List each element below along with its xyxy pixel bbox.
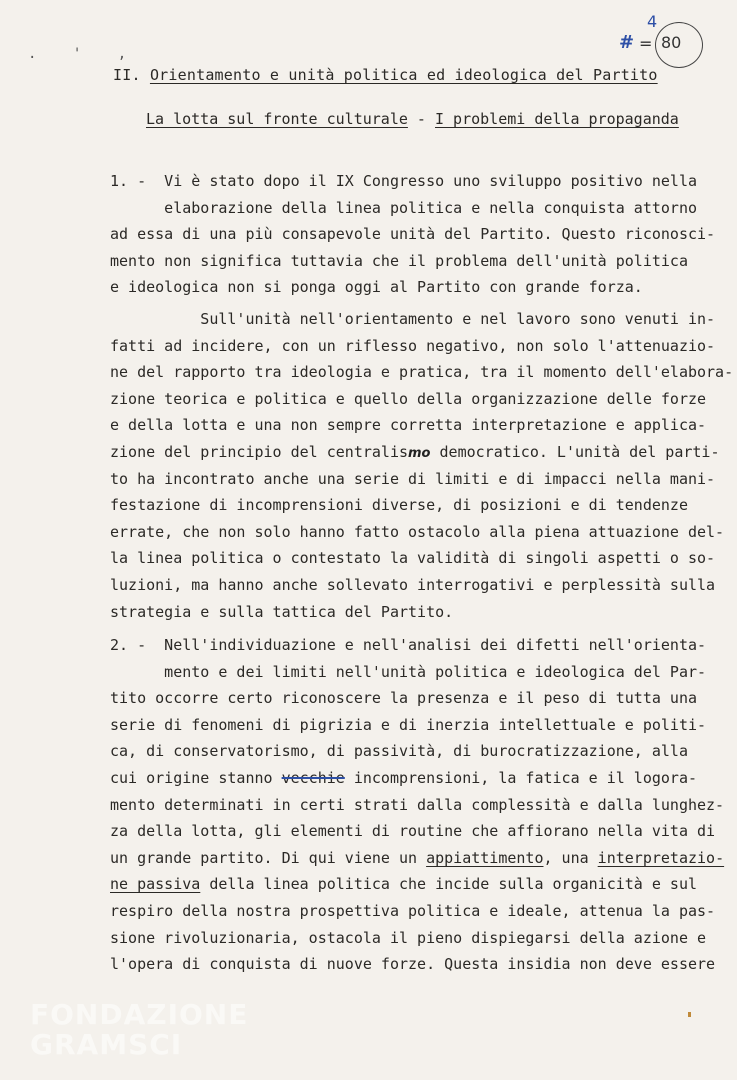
text-line: elaborazione della linea politica e nella conquista attorno (110, 198, 697, 217)
hash-mark: # (619, 32, 635, 53)
text-line: to ha incontrato anche una serie di limiti e di impacci nella mani- (110, 469, 716, 488)
text-line: mento non significa tuttavia che il problema dell'unità politica (110, 251, 688, 270)
struck-word: vecchie (281, 768, 345, 787)
handwritten-superscript: 4 (647, 12, 658, 31)
watermark-line2: GRAMSCI (30, 1028, 183, 1061)
handwritten-insert: mo (408, 445, 431, 461)
text-line: e della lotta e una non sempre corretta interpretazione e applica- (110, 416, 707, 435)
text-line: strategia e sulla tattica del Partito. (110, 602, 454, 621)
section-subheading (146, 110, 679, 128)
paragraph-2 (110, 632, 725, 978)
text-line (110, 845, 725, 872)
text-line: mento determinati in certi strati dalla complessità e dalla lunghez- (110, 795, 725, 814)
paragraph-1 (110, 168, 716, 301)
heading-number: II. (113, 66, 141, 84)
text-line: e ideologica non si ponga oggi al Partito con grande forza. (110, 278, 643, 297)
subheading-part2: I problemi della propaganda (435, 110, 679, 128)
text-line: 1. - Vi è stato dopo il IX Congresso uno sviluppo positivo nella (110, 172, 697, 190)
text-line: Sull'unità nell'orientamento e nel lavoro sono venuti in- (110, 310, 716, 328)
line-tail: della linea politica che incide sulla organicità e sul (200, 875, 698, 894)
circled-number: 80 (661, 33, 682, 52)
line-tail: democratico. L'unità del parti- (430, 442, 720, 461)
text-line (110, 871, 710, 898)
heading-title: Orientamento e unità politica ed ideologica del Partito (149, 66, 658, 84)
text-line: 2. - Nell'individuazione e nell'analisi dei difetti nell'orienta- (110, 636, 707, 654)
section-heading (113, 66, 658, 84)
text-line: l'opera di conquista di nuove forze. Questa insidia non deve essere (110, 955, 716, 974)
line-head: zione del principio del centralis (110, 442, 409, 461)
paragraph-1b (110, 306, 734, 625)
subheading-separator: - (407, 110, 435, 128)
line-mid: , una (543, 848, 598, 867)
text-line: luzioni, ma hanno anche sollevato interrogativi e perplessità sulla (110, 575, 716, 594)
text-line: la linea politica o contestato la validità di singoli aspetti o so- (110, 549, 716, 568)
underlined-term: appiattimento (426, 848, 544, 867)
text-line: ne del rapporto tra ideologia e pratica, tra il momento dell'elabora- (110, 363, 734, 382)
ink-dot (688, 1012, 691, 1017)
equals-mark: = (639, 34, 653, 53)
line-tail: incomprensioni, la fatica e il logora- (344, 768, 698, 787)
text-line: mento e dei limiti nell'unità politica e ideologica del Par- (110, 662, 707, 681)
underlined-term: ne passiva (110, 875, 201, 894)
watermark-line1: FONDAZIONE (30, 998, 249, 1031)
subheading-part1: La lotta sul fronte culturale (146, 110, 408, 128)
text-line: ad essa di una più consapevole unità del Partito. Questo riconosci- (110, 225, 716, 244)
text-line: sione rivoluzionaria, ostacola il pieno dispiegarsi della azione e (110, 928, 707, 947)
corner-marks: . ' , (28, 46, 141, 62)
text-line: respiro della nostra prospettiva politica e ideale, attenua la pas- (110, 901, 716, 920)
text-line: serie di fenomeni di pigrizia e di inerzia intellettuale e politi- (110, 715, 707, 734)
line-head: cui origine stanno (110, 768, 282, 787)
text-line: zione teorica e politica e quello della organizzazione delle forze (110, 389, 707, 408)
handwritten-page-number (617, 12, 717, 70)
text-line (110, 765, 710, 792)
text-line: festazione di incomprensioni diverse, di posizioni e di tendenze (110, 496, 688, 515)
archive-watermark (30, 1000, 248, 1060)
text-line: errate, che non solo hanno fatto ostacolo alla piena attuazione del- (110, 522, 725, 541)
text-line: fatti ad incidere, con un riflesso negativo, non solo l'attenuazio- (110, 336, 716, 355)
text-line: tito occorre certo riconoscere la presenza e il peso di tutta una (110, 689, 697, 708)
text-line: za della lotta, gli elementi di routine che affiorano nella vita di (110, 822, 716, 841)
line-head: un grande partito. Di qui viene un (110, 848, 427, 867)
text-line (110, 439, 720, 466)
text-line: ca, di conservatorismo, di passività, di burocratizzazione, alla (110, 742, 688, 761)
underlined-term: interpretazio- (597, 848, 725, 867)
